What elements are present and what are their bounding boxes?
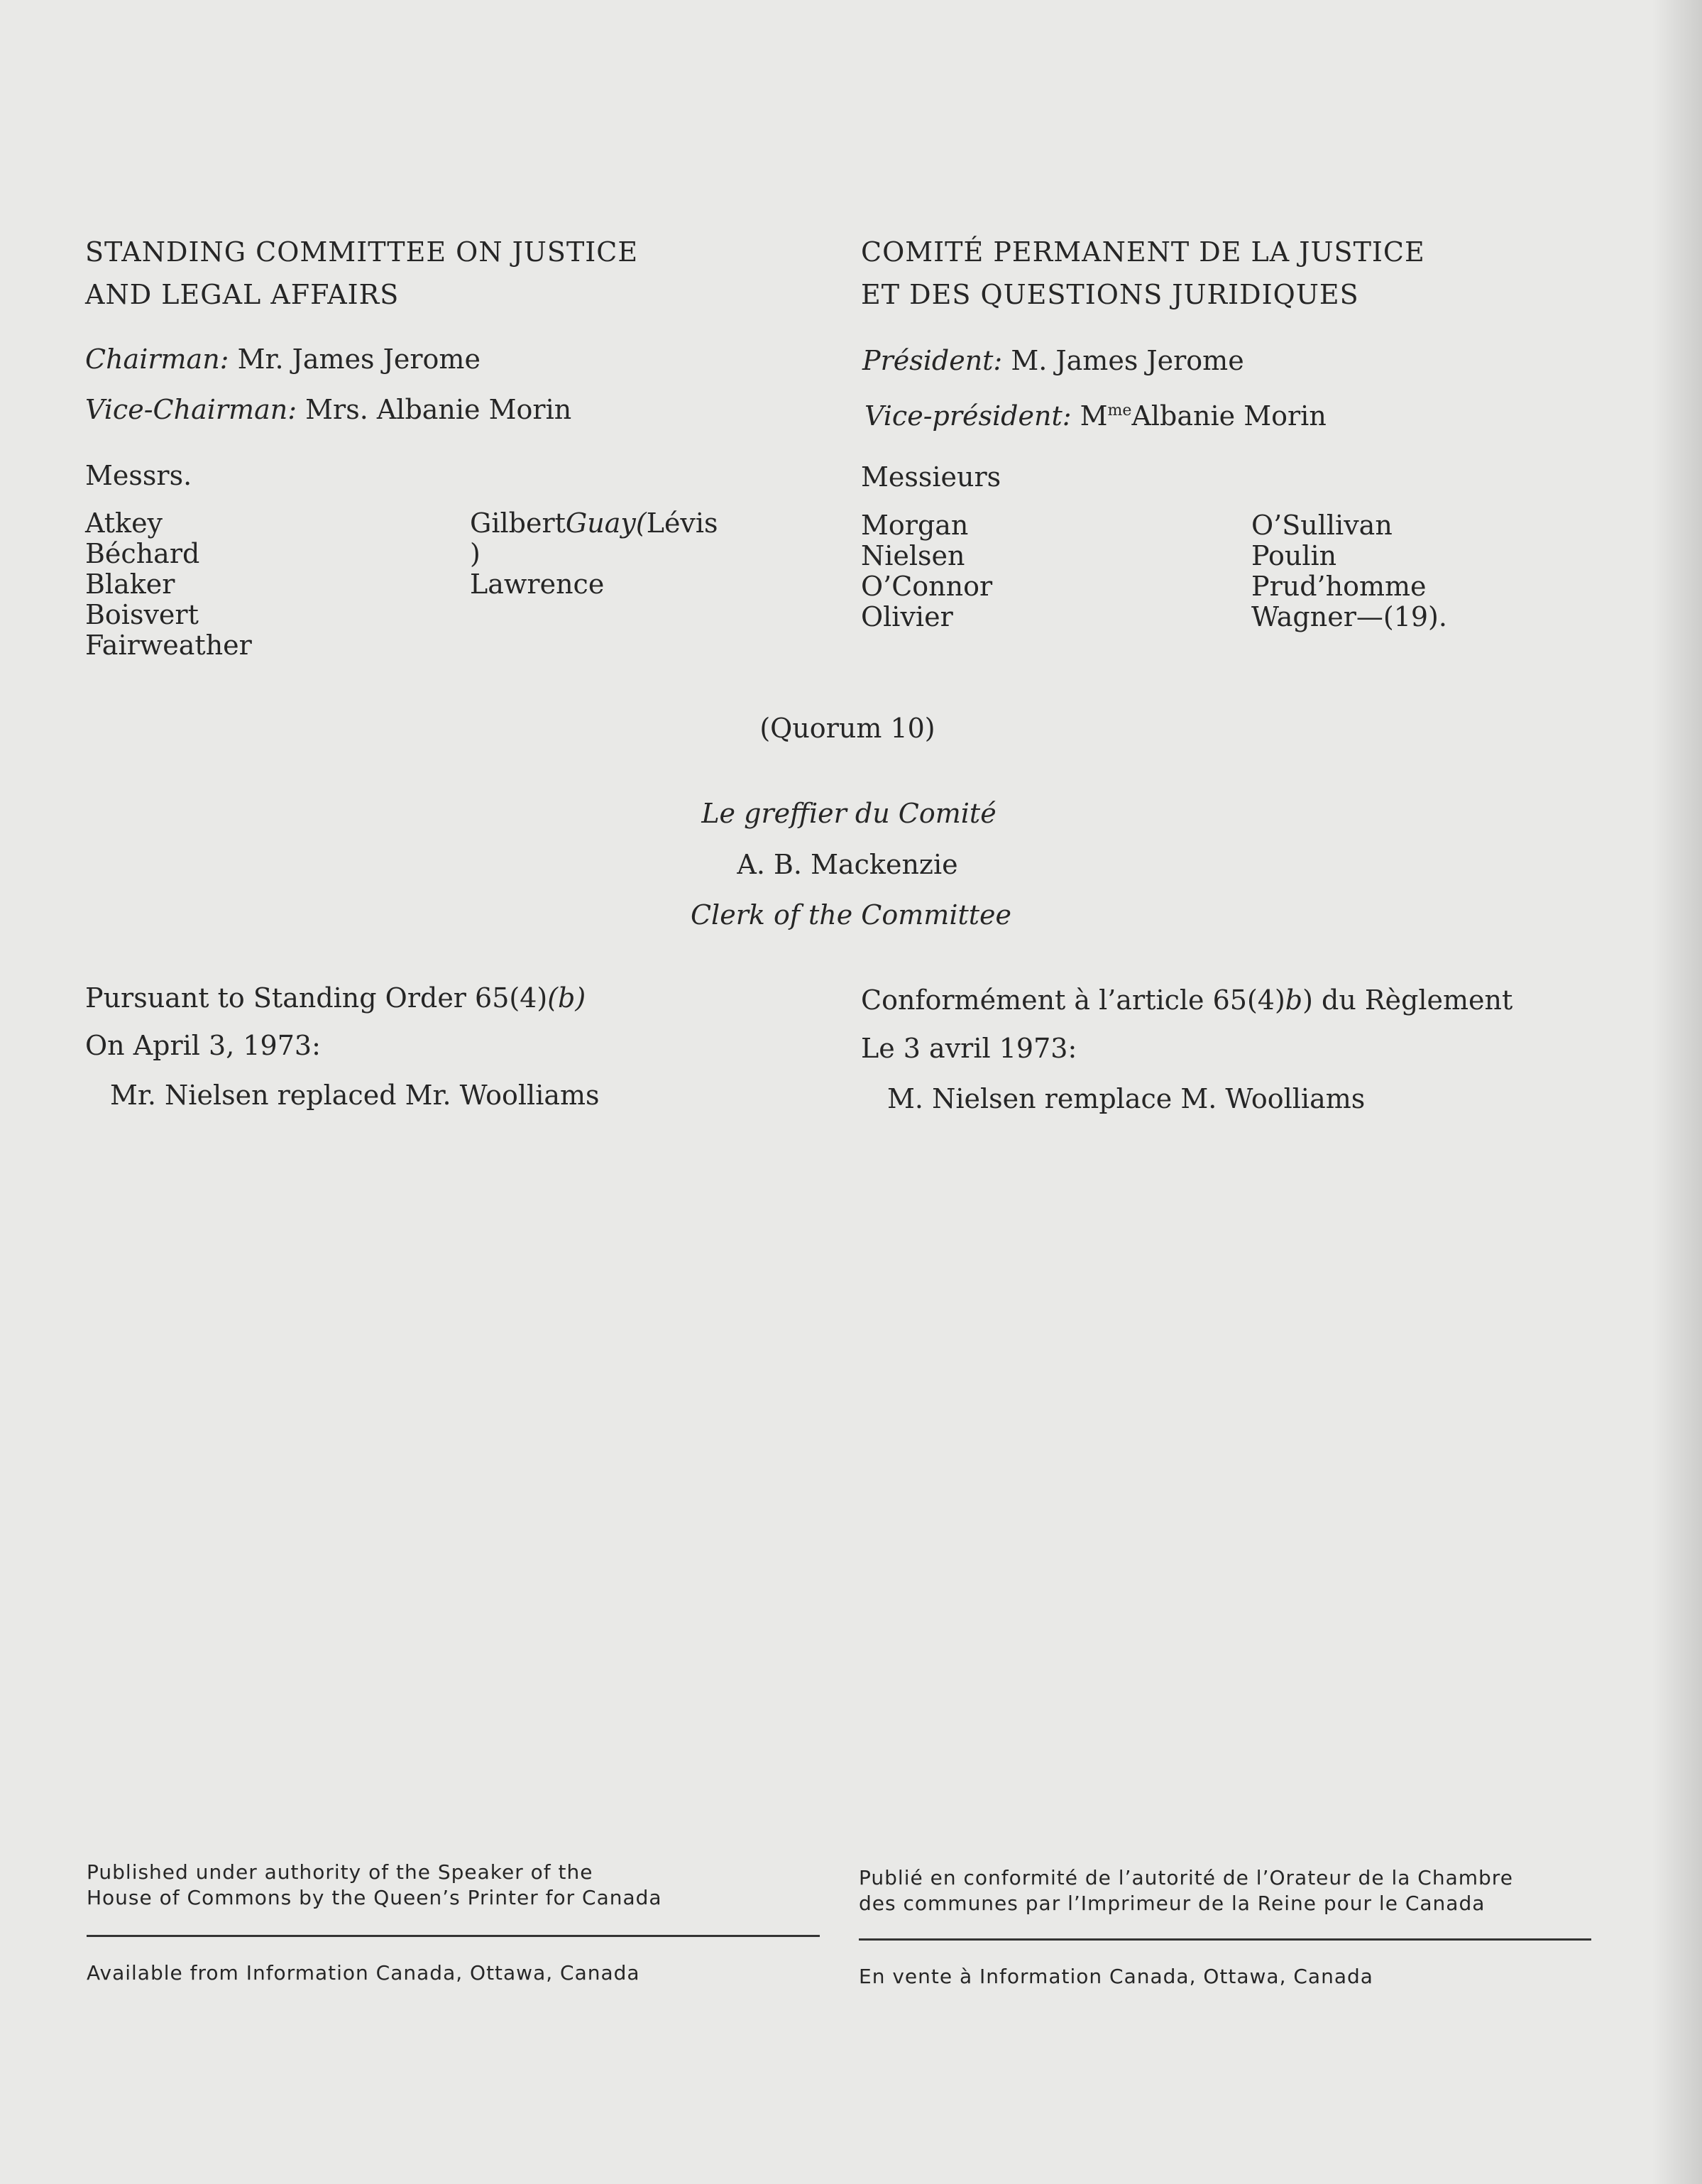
left-title-line-1: STANDING COMMITTEE ON JUSTICE — [85, 236, 639, 268]
member-name: Atkey — [85, 507, 163, 539]
clerk-name: A. B. Mackenzie — [737, 849, 958, 880]
member-riding: Guay( — [565, 507, 647, 539]
left-replacement: Mr. Nielsen replaced Mr. Woolliams — [110, 1080, 600, 1111]
member-name: Wagner—(19). — [1251, 601, 1447, 632]
published-line: Published under authority of the Speaker of the — [87, 1860, 593, 1884]
right-members-col2 — [1251, 510, 1447, 632]
member-name: Nielsen — [861, 540, 965, 571]
left-date: On April 3, 1973: — [85, 1030, 321, 1061]
clerk-title-en: Clerk of the Committee — [690, 899, 1011, 931]
member-name: Boisvert — [85, 599, 199, 630]
right-available: En vente à Information Canada, Ottawa, Canada — [859, 1965, 1373, 1988]
member-name: Prud’homme — [1251, 571, 1427, 602]
left-vice-name: Mrs. Albanie Morin — [305, 394, 572, 425]
member-name: Fairweather — [85, 630, 252, 661]
right-members-col1 — [861, 510, 992, 632]
published-line: des communes par l’Imprimeur de la Reine pour le Canada — [859, 1892, 1486, 1915]
right-chairman — [862, 344, 1244, 378]
right-replacement: M. Nielsen remplace M. Woolliams — [887, 1083, 1366, 1114]
standing-order-clause: (b) — [547, 982, 586, 1014]
standing-order-clause: b — [1285, 984, 1303, 1016]
member-name: Morgan — [861, 510, 969, 541]
left-chairman-name: Mr. James Jerome — [237, 344, 481, 375]
left-title — [85, 231, 823, 316]
left-members-label: Messrs. — [85, 460, 192, 491]
standing-order-text: Pursuant to Standing Order 65(4) — [85, 982, 548, 1014]
right-published-note — [859, 1865, 1513, 1916]
left-standing-order — [85, 982, 586, 1014]
standing-order-tail: ) du Règlement — [1302, 984, 1513, 1016]
left-footer-rule — [87, 1935, 820, 1937]
left-title-line-2: AND LEGAL AFFAIRS — [85, 279, 400, 310]
right-vice-chairman — [864, 394, 1327, 433]
right-title-line-1: COMITÉ PERMANENT DE LA JUSTICE — [861, 236, 1425, 268]
member-name: O’Sullivan — [1251, 510, 1393, 541]
right-vice-sup: me — [1107, 402, 1132, 419]
published-line: House of Commons by the Queen’s Printer for Canada — [87, 1886, 662, 1909]
member-name-part: Gilbert — [470, 507, 566, 539]
quorum: (Quorum 10) — [759, 713, 935, 744]
published-line: Publié en conformité de l’autorité de l’Orateur de la Chambre — [859, 1866, 1513, 1889]
member-name: Poulin — [1251, 540, 1337, 571]
member-name: Béchard — [85, 538, 200, 569]
right-vice-label: Vice-président: — [864, 400, 1072, 432]
right-title — [861, 231, 1606, 316]
right-chairman-name: M. James Jerome — [1011, 345, 1244, 376]
right-members-label: Messieurs — [861, 461, 1001, 493]
left-chairman-label: Chairman: — [85, 344, 229, 375]
left-vice-chairman — [85, 393, 571, 427]
right-footer-rule — [859, 1938, 1591, 1941]
right-date: Le 3 avril 1973: — [861, 1033, 1077, 1064]
page-edge-shadow — [1652, 0, 1702, 2184]
member-name — [470, 508, 718, 539]
left-vice-label: Vice-Chairman: — [85, 394, 297, 425]
left-members-col1 — [85, 508, 252, 661]
left-chairman — [85, 342, 481, 376]
member-name: ) — [470, 538, 481, 569]
clerk-title-fr: Le greffier du Comité — [701, 798, 997, 829]
member-name: Blaker — [85, 569, 175, 600]
member-name-part: Lévis — [646, 507, 718, 539]
right-chairman-label: Président: — [862, 345, 1003, 376]
left-published-note — [87, 1860, 662, 1911]
right-vice-name: Albanie Morin — [1131, 400, 1327, 432]
left-members-col2 — [470, 508, 718, 600]
right-vice-prefix: M — [1080, 400, 1108, 432]
member-name: O’Connor — [861, 571, 993, 602]
standing-order-text: Conformément à l’article 65(4) — [861, 984, 1285, 1016]
member-name: Lawrence — [470, 569, 605, 600]
member-name: Olivier — [861, 601, 953, 632]
right-title-line-2: ET DES QUESTIONS JURIDIQUES — [861, 279, 1359, 310]
left-available: Available from Information Canada, Ottawa, Canada — [87, 1961, 640, 1985]
right-standing-order — [861, 984, 1512, 1016]
